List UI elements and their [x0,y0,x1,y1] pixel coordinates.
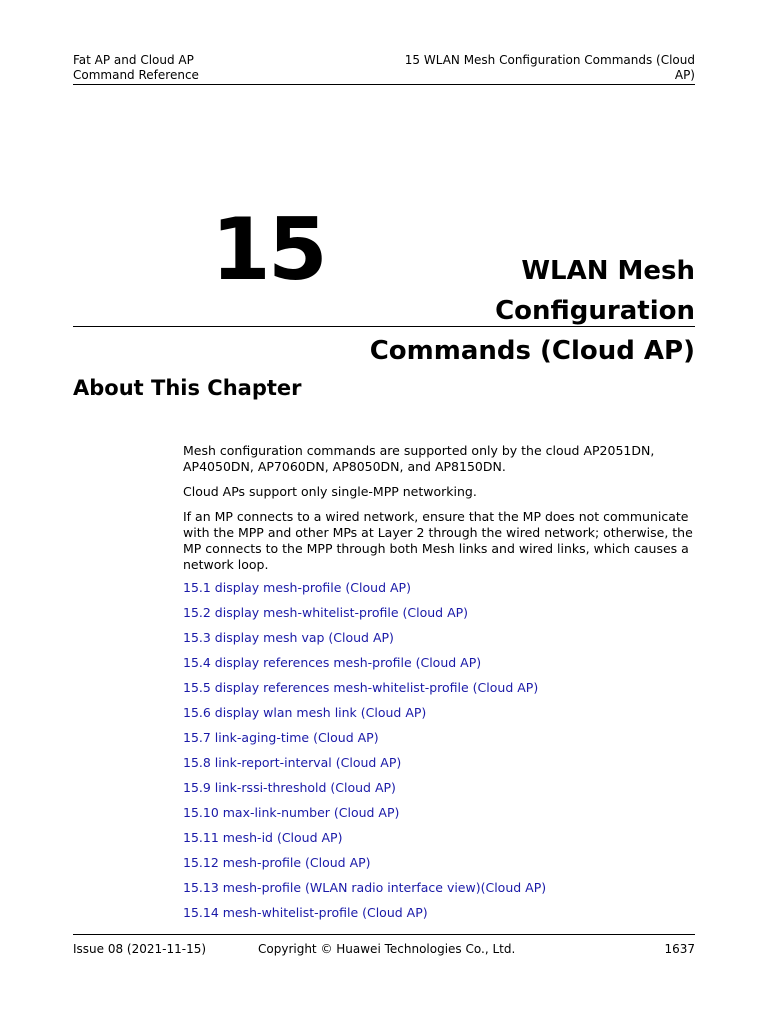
footer-issue: Issue 08 (2021-11-15) [73,942,207,956]
toc-link-15-3[interactable]: 15.3 display mesh vap (Cloud AP) [183,630,394,645]
section-heading: About This Chapter [73,376,302,400]
toc-link-15-10[interactable]: 15.10 max-link-number (Cloud AP) [183,805,400,820]
toc-link-15-11[interactable]: 15.11 mesh-id (Cloud AP) [183,830,343,845]
toc-link-15-4[interactable]: 15.4 display references mesh-profile (Cloud AP) [183,655,482,670]
toc-link-15-9[interactable]: 15.9 link-rssi-threshold (Cloud AP) [183,780,396,795]
toc-item [183,805,546,830]
header-doc-subtitle: Command Reference [73,68,199,82]
header-divider [73,84,695,85]
toc-link-15-2[interactable]: 15.2 display mesh-whitelist-profile (Cloud AP) [183,605,469,620]
toc-item [183,680,546,705]
toc-link-15-12[interactable]: 15.12 mesh-profile (Cloud AP) [183,855,371,870]
toc-link-15-8[interactable]: 15.8 link-report-interval (Cloud AP) [183,755,402,770]
toc-link-15-5[interactable]: 15.5 display references mesh-whitelist-profile (Cloud AP) [183,680,539,695]
chapter-title-divider [73,326,695,327]
intro-paragraph: Cloud APs support only single-MPP networking. [183,484,477,499]
header-doc-title: Fat AP and Cloud AP [73,53,194,67]
toc-item [183,905,546,930]
running-header-left [73,53,199,83]
toc-item [183,780,546,805]
toc-item [183,755,546,780]
footer-divider [73,934,695,935]
toc-list [183,580,546,930]
chapter-title-line2: Commands (Cloud AP) [369,336,695,366]
toc-link-15-14[interactable]: 15.14 mesh-whitelist-profile (Cloud AP) [183,905,428,920]
toc-link-15-1[interactable]: 15.1 display mesh-profile (Cloud AP) [183,580,411,595]
toc-item [183,830,546,855]
running-header-right [395,53,695,83]
chapter-title-line1: WLAN Mesh Configuration [495,256,695,326]
footer-copyright: Copyright © Huawei Technologies Co., Ltd. [258,942,516,956]
toc-item [183,730,546,755]
chapter-intro [183,443,695,582]
toc-link-15-6[interactable]: 15.6 display wlan mesh link (Cloud AP) [183,705,427,720]
toc-item [183,605,546,630]
toc-link-15-13[interactable]: 15.13 mesh-profile (WLAN radio interface view)(Cloud AP) [183,880,547,895]
toc-item [183,855,546,880]
toc-item [183,630,546,655]
toc-link-15-7[interactable]: 15.7 link-aging-time (Cloud AP) [183,730,379,745]
toc-item [183,580,546,605]
intro-paragraph: If an MP connects to a wired network, ensure that the MP does not communicate with the MPP and other MPs at Layer 2 through the wired network; otherwise, the MP connects to the MPP through both Mesh links and wired links, which causes a network loop. [183,509,693,572]
header-chapter-title: 15 WLAN Mesh Configuration Commands (Cloud [404,53,695,67]
page-number: 1637 [664,942,695,956]
chapter-number: 15 [211,200,325,300]
header-chapter-title-cont: AP) [674,68,695,82]
toc-item [183,705,546,730]
intro-paragraph: Mesh configuration commands are supported only by the cloud AP2051DN, AP4050DN, AP7060DN, AP8050DN, and AP8150DN. [183,443,655,474]
chapter-title [320,251,695,371]
toc-item [183,655,546,680]
toc-item [183,880,546,905]
